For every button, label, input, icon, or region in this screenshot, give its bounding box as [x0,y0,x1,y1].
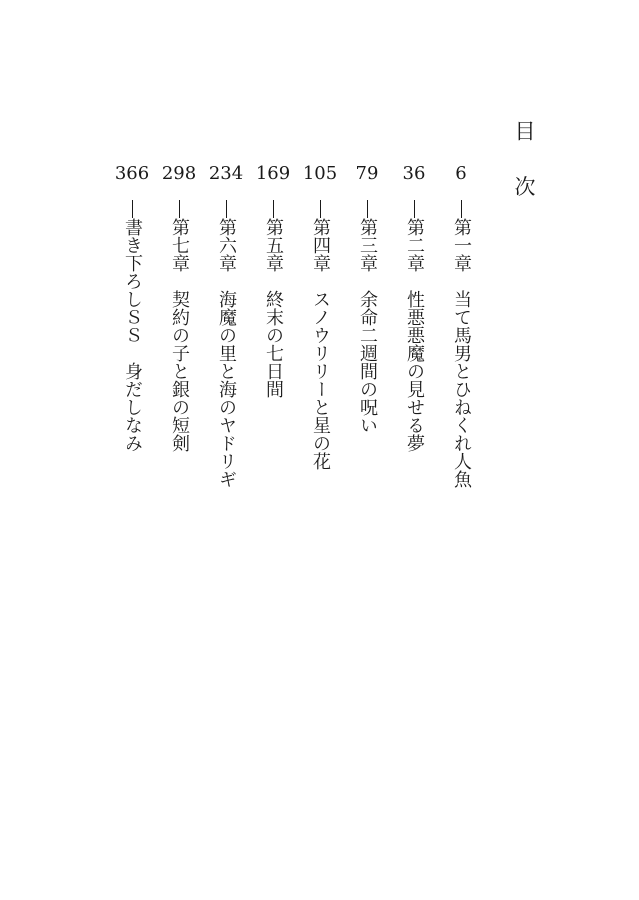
chapter-heading [261,218,285,398]
chapter-heading [308,218,332,470]
chapter-number: 第六章 [216,218,237,272]
toc-entry-6[interactable] [201,162,251,502]
chapter-number: 第二章 [404,218,425,272]
page-number: 105 [302,163,338,184]
chapter-heading [402,218,426,452]
chapter-number: 第五章 [263,218,284,272]
toc-entry-3[interactable] [342,162,392,502]
leader-rule [273,200,274,218]
leader-rule [132,200,133,218]
toc-entry-2[interactable] [389,162,439,502]
chapter-subtitle: 終末の七日間 [263,290,284,398]
leader-rule [414,200,415,218]
chapter-heading [214,218,238,488]
toc-title: 目 次 [512,120,536,211]
page-number: 6 [455,163,467,184]
toc-entry-5[interactable] [248,162,298,502]
page-number: 234 [208,163,244,184]
chapter-heading [167,218,191,452]
chapter-subtitle: 海魔の里と海のヤドリギ [216,290,237,488]
toc-entry-8[interactable] [107,162,157,502]
leader-rule [179,200,180,218]
chapter-subtitle: 契約の子と銀の短剣 [169,290,190,452]
page-number: 169 [255,163,291,184]
chapter-number: 第四章 [310,218,331,272]
page-number: 298 [161,163,197,184]
leader-rule [226,200,227,218]
page-number: 366 [114,163,150,184]
leader-rule [320,200,321,218]
chapter-number: 第三章 [357,218,378,272]
chapter-heading [355,218,379,434]
chapter-heading [120,218,144,452]
leader-rule [367,200,368,218]
chapter-subtitle: スノウリリーと星の花 [310,290,331,470]
chapter-number: 第一章 [451,218,472,272]
chapter-number: 第七章 [169,218,190,272]
toc-entry-1[interactable] [436,162,486,502]
chapter-number: 書き下ろしＳＳ [122,218,143,344]
chapter-subtitle: 当て馬男とひねくれ人魚 [451,290,472,488]
toc-entry-4[interactable] [295,162,345,502]
chapter-subtitle: 性悪悪魔の見せる夢 [404,290,425,452]
chapter-subtitle: 余命二週間の呪い [357,290,378,434]
chapter-heading [449,218,473,488]
leader-rule [461,200,462,218]
toc-entry-7[interactable] [154,162,204,502]
page-number: 79 [355,163,379,184]
page-number: 36 [402,163,426,184]
chapter-subtitle: 身だしなみ [122,362,143,452]
